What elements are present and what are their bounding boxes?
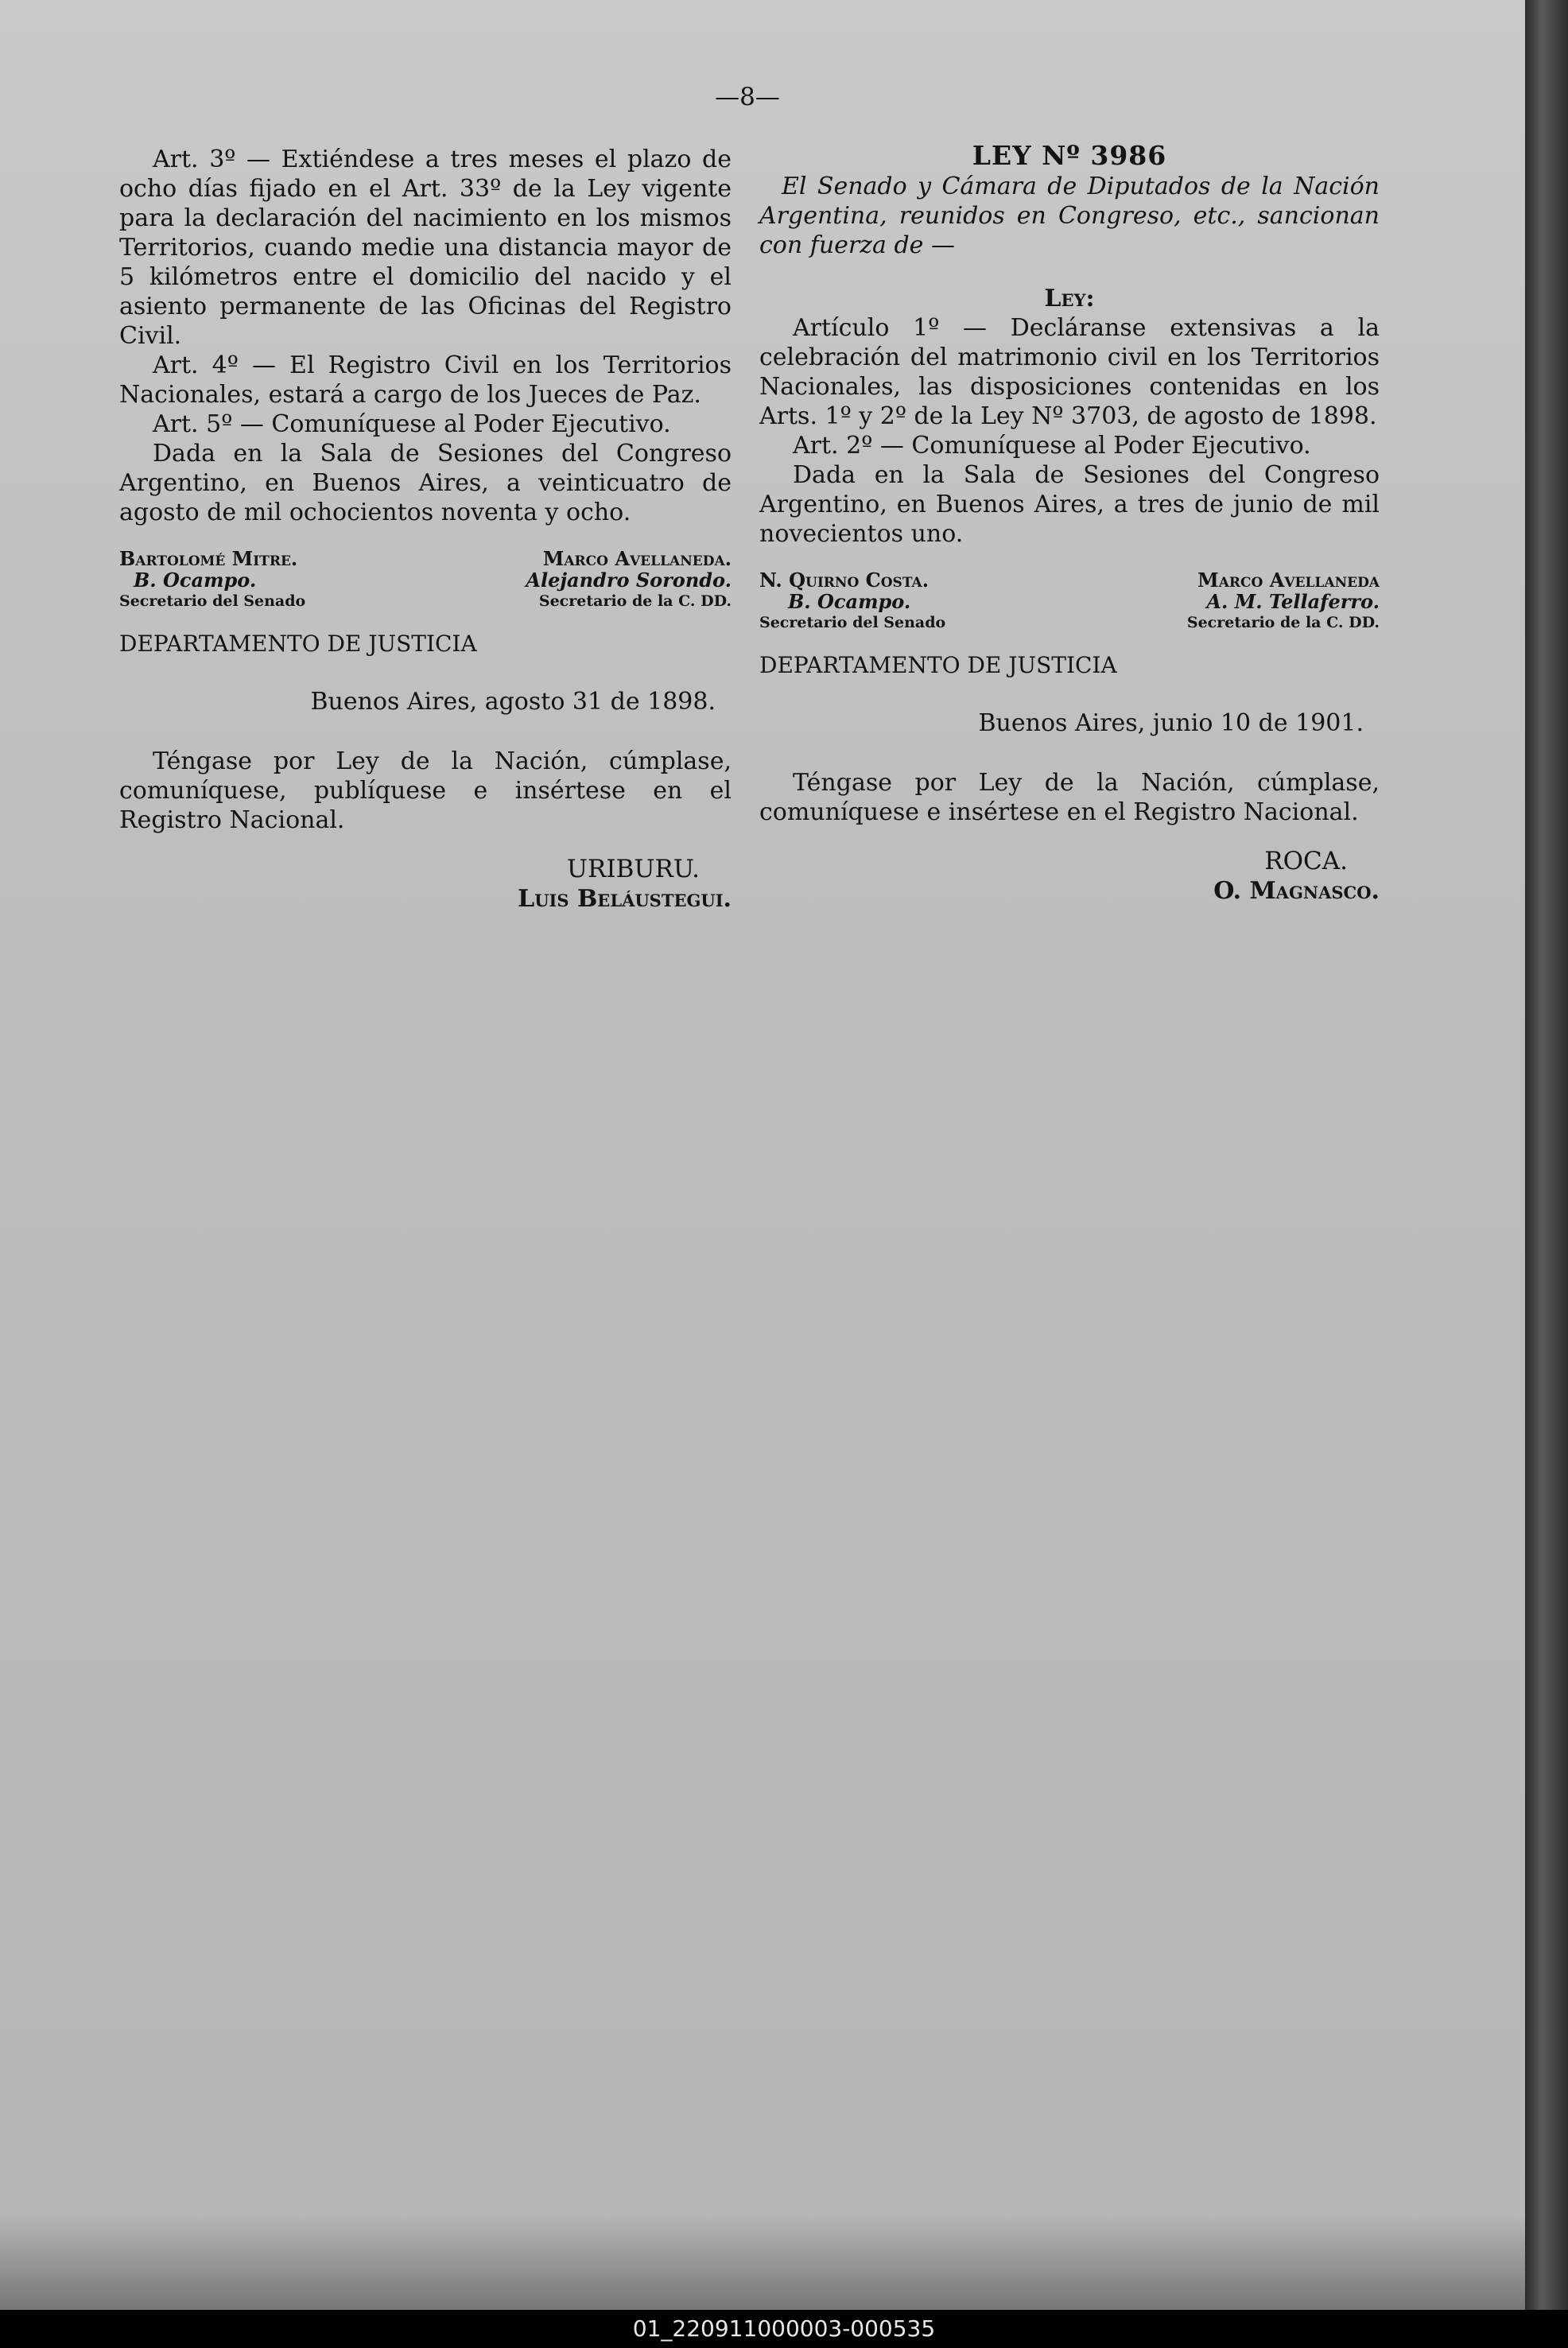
chamber-secretary-role: Secretario de la C. DD. (1186, 614, 1380, 631)
page-number: —8— (715, 83, 780, 111)
senate-secretary-name: B. Ocampo. (134, 569, 257, 592)
senate-president-name: N. Quirno Costa. (759, 569, 930, 592)
chamber-president-name: Marco Avellaneda (1197, 569, 1380, 592)
left-chamber-signature (526, 548, 732, 612)
scan-footer-id: 01_220911000003-000535 (0, 2310, 1568, 2348)
president-signature: URIBURU. (566, 855, 700, 883)
chamber-secretary-role: Secretario de la C. DD. (538, 592, 732, 610)
law-header: Ley: (1044, 285, 1095, 312)
right-decree: Téngase por Ley de la Nación, cúmplase, comuníquese e insértese en el Registro Nacional. (759, 769, 1380, 826)
left-article-4: Art. 4º — El Registro Civil en los Territorios Nacionales, estará a cargo de los Jueces de Paz. (119, 351, 732, 409)
chamber-secretary-name: Alejandro Sorondo. (526, 569, 732, 592)
chamber-secretary-name: A. M. Tellaferro. (1206, 590, 1380, 613)
senate-secretary-role: Secretario del Senado (119, 592, 306, 610)
left-given-at: Dada en la Sala de Sesiones del Congreso Argentino, en Buenos Aires, a veinticuatro de agosto de mil ochocientos noventa y ocho. (119, 440, 732, 526)
left-senate-signature (119, 548, 305, 612)
left-article-3: Art. 3º — Extiéndese a tres meses el plazo de ocho días fijado en el Art. 33º de la Ley vigente para la declaración del nacimiento en los mismos Territorios, cuando medie una distancia mayor de 5 kilómetros entre el domicilio del nacido y el asiento permanente de las Oficinas del Registro Civil. (119, 146, 732, 350)
left-final-signature (119, 854, 732, 914)
left-date: Buenos Aires, agosto 31 de 1898. (310, 688, 716, 716)
page-fold-shadow (0, 2214, 1525, 2310)
right-article-2: Art. 2º — Comuníquese al Poder Ejecutivo. (793, 432, 1311, 460)
law-intro: El Senado y Cámara de Diputados de la Nación Argentina, reunidos en Congreso, etc., sancionan con fuerza de — (759, 173, 1380, 259)
left-column (119, 145, 732, 914)
right-given-at: Dada en la Sala de Sesiones del Congreso Argentino, en Buenos Aires, a tres de junio de mil novecientos uno. (759, 461, 1380, 548)
right-final-signature (759, 846, 1380, 906)
left-decree: Téngase por Ley de la Nación, cúmplase, comuníquese, publíquese e insértese en el Registro Nacional. (119, 747, 732, 834)
left-department: DEPARTAMENTO DE JUSTICIA (119, 631, 477, 657)
right-department: DEPARTAMENTO DE JUSTICIA (759, 652, 1117, 678)
senate-secretary-role: Secretario del Senado (759, 614, 946, 631)
president-signature: ROCA. (1264, 847, 1348, 875)
right-chamber-signature (1187, 569, 1380, 634)
right-article-1: Artículo 1º — Decláranse extensivas a la celebración del matrimonio civil en los Territorios Nacionales, las disposiciones contenidas en los Arts. 1º y 2º de la Ley Nº 3703, de agosto de 1898. (759, 314, 1380, 430)
right-senate-signature (759, 569, 945, 634)
senate-secretary-name: B. Ocampo. (788, 590, 911, 613)
right-date: Buenos Aires, junio 10 de 1901. (978, 709, 1364, 737)
book-edge (1525, 0, 1568, 2310)
left-signatures (119, 548, 732, 618)
right-column (759, 140, 1380, 906)
chamber-president-name: Marco Avellaneda. (542, 547, 732, 570)
law-title: LEY Nº 3986 (972, 140, 1167, 171)
minister-signature: O. Magnasco. (1213, 877, 1380, 905)
right-signatures (759, 569, 1380, 639)
minister-signature: Luis Beláustegui. (518, 885, 732, 913)
senate-president-name: Bartolomé Mitre. (119, 547, 298, 570)
left-article-5: Art. 5º — Comuníquese al Poder Ejecutivo. (153, 410, 671, 438)
